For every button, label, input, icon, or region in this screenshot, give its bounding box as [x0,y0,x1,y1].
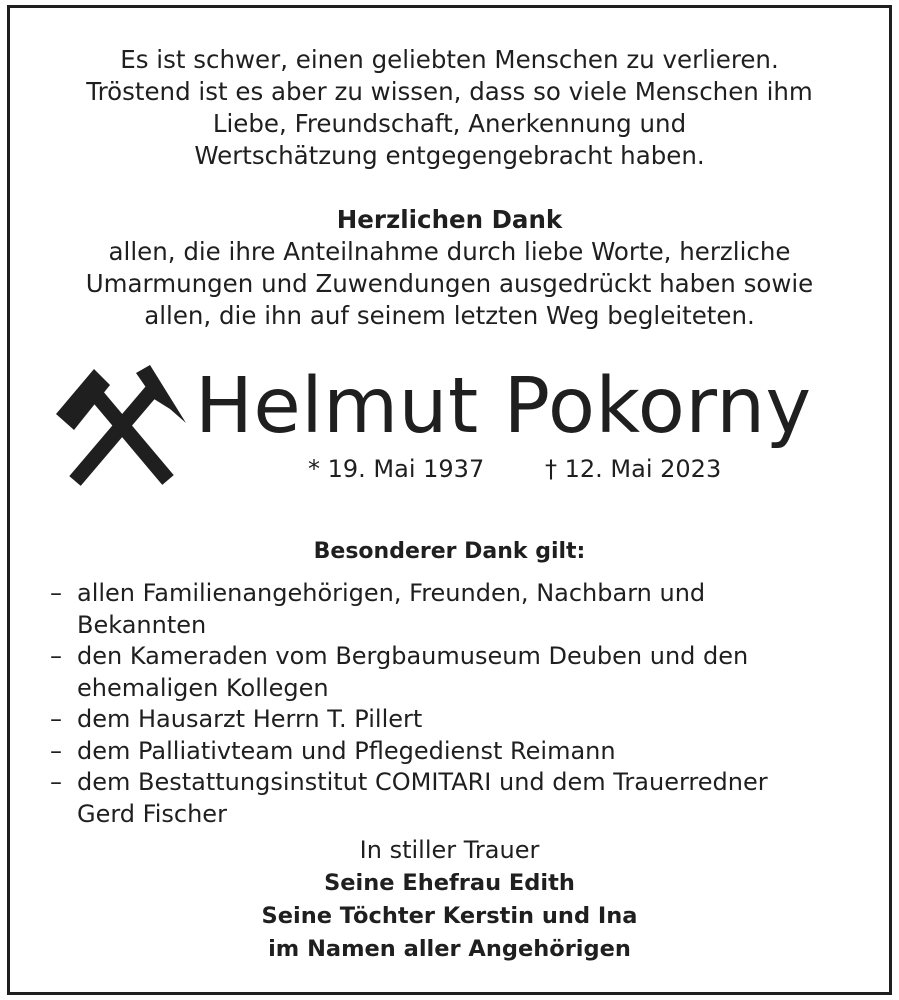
list-item-text: dem Hausarzt Herrn T. Pillert [77,705,423,733]
thanks-line: Umarmungen und Zuwendungen ausgedrückt haben sowie [85,269,814,298]
list-bullet: – [50,705,62,733]
deceased-name: Helmut Pokorny [195,362,812,451]
mourner-line: Seine Ehefrau Edith [324,870,575,896]
intro-line: Liebe, Freundschaft, Anerkennung und [212,109,687,138]
list-item-text: den Kameraden vom Bergbaumuseum Deuben und den [77,642,749,670]
mourning-intro: In stiller Trauer [359,836,540,864]
list-item [50,578,870,641]
list-bullet: – [50,768,62,796]
list-item-text: Bekannten [77,610,207,639]
list-item [50,641,870,704]
list-item [50,704,870,736]
special-thanks-list [50,578,870,830]
list-bullet: – [50,736,62,765]
list-item-text: Gerd Fischer [77,799,227,828]
list-item-text: allen Familienangehörigen, Freunden, Nachbarn und [77,579,706,607]
intro-text [20,44,879,172]
intro-line: Tröstend ist es aber zu wissen, dass so viele Menschen ihm [86,77,813,106]
birth-date: * 19. Mai 1937 [308,455,485,483]
special-thanks-title: Besonderer Dank gilt: [313,539,586,564]
list-bullet: – [50,642,62,670]
closing-block [20,834,879,966]
list-item-text: ehemaligen Kollegen [77,673,329,702]
thanks-text [20,236,879,332]
list-bullet: – [50,579,62,607]
intro-line: Wertschätzung entgegengebracht haben. [194,141,705,170]
intro-line: Es ist schwer, einen geliebten Menschen zu verlieren. [120,45,779,74]
mourner-line: Seine Töchter Kerstin und Ina [261,903,638,929]
thanks-line: allen, die ihn auf seinem letzten Weg begleiteten. [144,301,755,330]
death-date: † 12. Mai 2023 [545,455,722,483]
list-item-text: dem Bestattungsinstitut COMITARI und dem Trauerredner [77,768,768,796]
mourner-line: im Namen aller Angehörigen [268,936,631,962]
hammer-and-pick-icon [50,365,190,495]
list-item-text: dem Palliativteam und Pflegedienst Reimann [77,736,616,765]
thanks-line: allen, die ihre Anteilnahme durch liebe Worte, herzliche [108,237,791,266]
thanks-title: Herzlichen Dank [336,205,563,234]
list-item [50,736,870,768]
list-item [50,767,870,830]
